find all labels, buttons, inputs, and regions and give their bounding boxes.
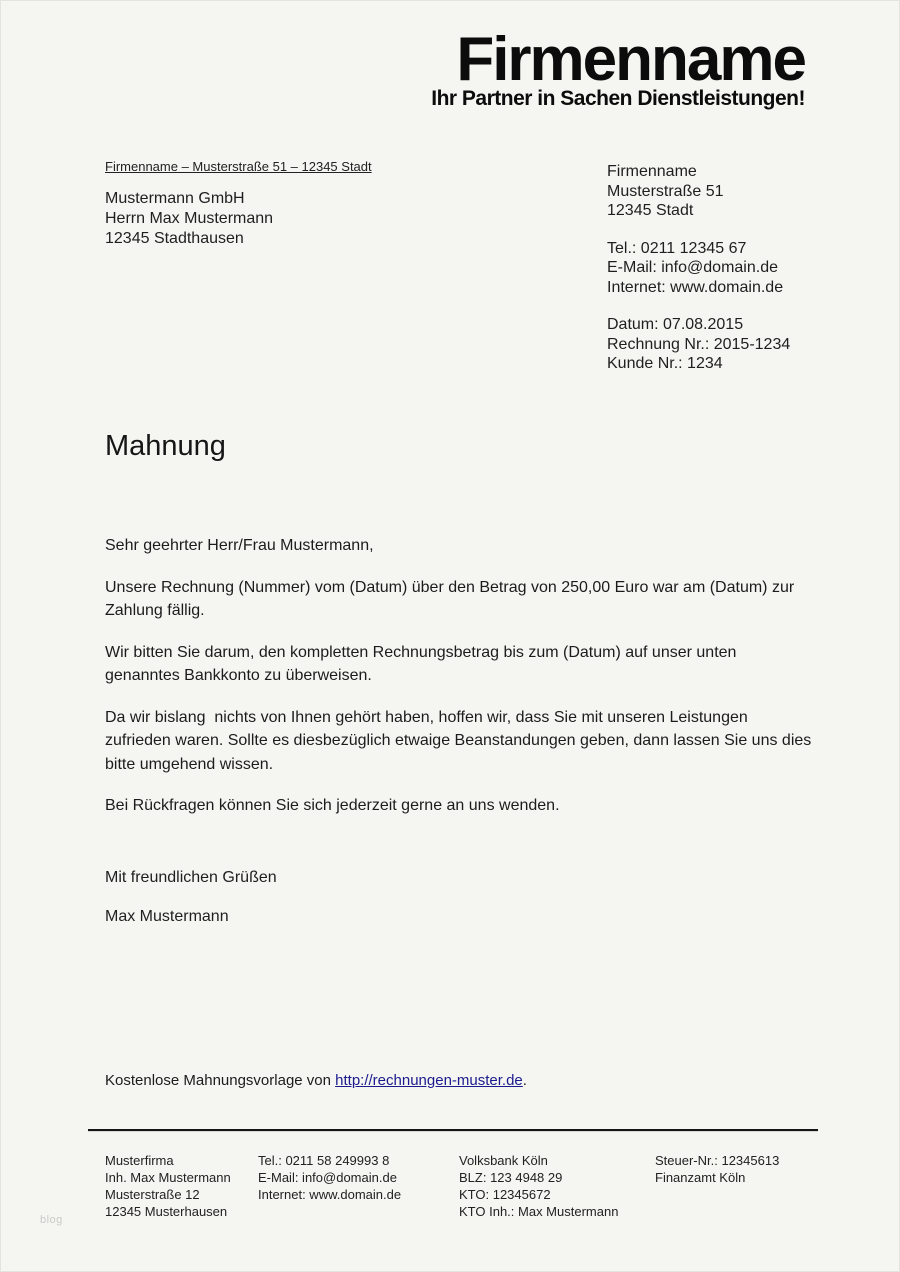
letter-reference-group	[607, 315, 790, 374]
sender-website: Internet: www.domain.de	[607, 278, 784, 296]
sender-email: E-Mail: info@domain.de	[607, 259, 778, 276]
footer-bank-column	[459, 1152, 618, 1220]
body-paragraph: Wir bitten Sie darum, den kompletten Rechnungsbetrag bis zum (Datum) auf unser unten genanntes Bankkonto zu überweisen.	[105, 643, 741, 684]
salutation: Sehr geehrter Herr/Frau Mustermann,	[105, 537, 374, 554]
footer-company-column	[105, 1152, 231, 1220]
sender-city: 12345 Stadt	[607, 202, 694, 219]
template-source-note	[105, 1072, 527, 1089]
footer-bank-holder: KTO Inh.: Max Mustermann	[459, 1204, 619, 1219]
recipient-line: Mustermann GmbH	[105, 190, 245, 207]
source-note-suffix: .	[522, 1072, 527, 1089]
footer-tax-number: Steuer-Nr.: 12345613	[655, 1153, 780, 1168]
footer-contact-column	[258, 1152, 401, 1203]
body-paragraph: Bei Rückfragen können Sie sich jederzeit gerne an uns wenden.	[105, 797, 560, 814]
sender-company: Firmenname	[607, 163, 697, 180]
sender-address-group	[607, 162, 790, 221]
footer-bank-name: Volksbank Köln	[459, 1153, 548, 1168]
footer-bank-account: KTO: 12345672	[459, 1187, 551, 1202]
footer-email: E-Mail: info@domain.de	[258, 1170, 397, 1185]
footer-website: Internet: www.domain.de	[258, 1187, 402, 1202]
body-paragraph: Da wir bislang nichts von Ihnen gehört haben, hoffen wir, dass Sie mit unseren Leistungen zufrieden waren. Sollte es diesbezüglich etwaige Beanstandungen geben, dann lassen Sie uns dies bitte umgehend wissen.	[105, 708, 816, 773]
footer-tax-column	[655, 1152, 779, 1186]
recipient-line: 12345 Stadthausen	[105, 230, 244, 247]
footer-bank-blz: BLZ: 123 4948 29	[459, 1170, 563, 1185]
source-link[interactable]: http://rechnungen-muster.de	[335, 1072, 523, 1089]
footer-tax-office: Finanzamt Köln	[655, 1170, 746, 1185]
closing-salutation: Mit freundlichen Grüßen	[105, 869, 277, 886]
recipient-address	[105, 189, 273, 249]
sender-return-address: Firmenname – Musterstraße 51 – 12345 Stadt	[105, 159, 372, 174]
letter-date: Datum: 07.08.2015	[607, 316, 744, 333]
letterhead	[431, 25, 805, 111]
customer-number: Kunde Nr.: 1234	[607, 355, 723, 372]
sender-phone: Tel.: 0211 12345 67	[607, 239, 747, 257]
footer-divider	[88, 1129, 818, 1132]
source-note-prefix: Kostenlose Mahnungsvorlage von	[105, 1072, 336, 1089]
watermark-text: blog	[40, 1214, 63, 1226]
letter-body	[105, 534, 815, 836]
sender-street: Musterstraße 51	[607, 182, 724, 200]
body-paragraph: Unsere Rechnung (Nummer) vom (Datum) über den Betrag von 250,00 Euro war am (Datum) zur Zahlung fällig.	[105, 578, 799, 619]
footer-company-city: 12345 Musterhausen	[105, 1204, 228, 1219]
signature-name: Max Mustermann	[105, 908, 229, 925]
footer-company-name: Musterfirma	[105, 1153, 174, 1168]
recipient-line: Herrn Max Mustermann	[105, 210, 274, 227]
company-tagline: Ihr Partner in Sachen Dienstleistungen!	[431, 87, 805, 111]
company-name: Firmenname	[456, 25, 805, 94]
invoice-number: Rechnung Nr.: 2015-1234	[607, 335, 791, 353]
footer-company-street: Musterstraße 12	[105, 1187, 200, 1202]
footer-company-owner: Inh. Max Mustermann	[105, 1170, 231, 1185]
footer-phone: Tel.: 0211 58 249993 8	[258, 1153, 390, 1168]
letter-subject: Mahnung	[105, 430, 226, 462]
sender-contact-group	[607, 239, 790, 298]
sender-info-block	[607, 162, 790, 392]
